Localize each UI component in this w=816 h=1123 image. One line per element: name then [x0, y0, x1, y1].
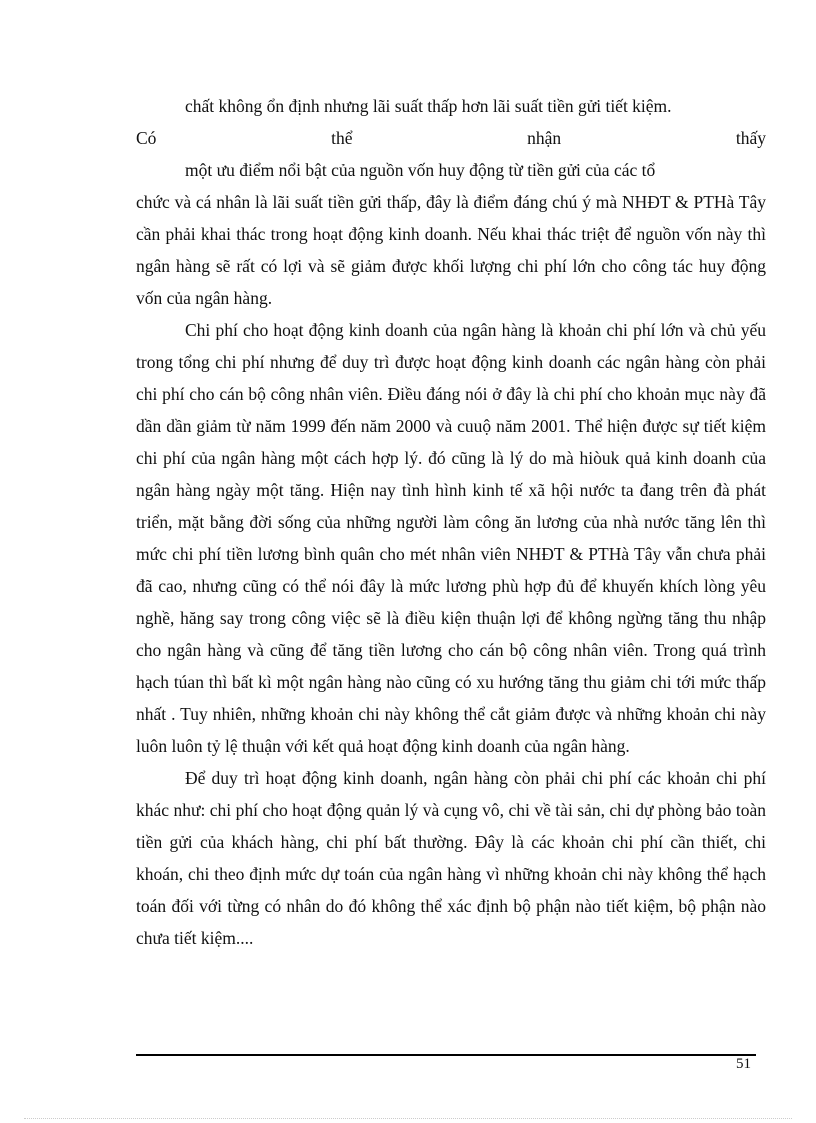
paragraph-1-continuation: một ưu điểm nổi bật của nguồn vốn huy động từ tiền gửi của các tổ — [185, 160, 656, 180]
word: Có — [136, 128, 157, 148]
paragraph-3: Để duy trì hoạt động kinh doanh, ngân hàng còn phải chi phí các khoản chi phí khác như: chi phí cho hoạt động quản lý và cụng vô, chi về tài sản, chi dự phòng bảo toàn tiền gửi của khách hàng, chi phí bất thường. Đây là các khoản chi phí cần thiết, chi khoán, chi theo định mức dự toán của ngân hàng vì những khoản chi này không thể hạch toán đối với từng có nhân do đó không thể xác định bộ phận nào tiết kiệm, bộ phận nào chưa tiết kiệm.... — [136, 768, 766, 948]
paragraph-1-rest: chức và cá nhân là lãi suất tiền gửi thấp, đây là điểm đáng chú ý mà NHĐT & PTHà Tây cần phải khai thác trong hoạt động kinh doanh. Nếu khai thác triệt để nguồn vốn này thì ngân hàng sẽ rất có lợi và sẽ giảm được khối lượng chi phí lớn cho công tác huy động vốn của ngân hàng. — [136, 192, 766, 308]
word: thấy — [735, 128, 766, 148]
page-number: 51 — [736, 1056, 751, 1072]
paragraph-1-first-line: chất không ổn định nhưng lãi suất thấp hơn lãi suất tiền gửi tiết kiệm. — [185, 96, 672, 116]
word: thể — [331, 128, 353, 148]
footer-rule — [136, 1054, 756, 1056]
body-text — [136, 90, 766, 954]
paragraph-1-justified-line — [136, 122, 766, 154]
page-edge-divider — [24, 1118, 792, 1119]
paragraph-2: Chi phí cho hoạt động kinh doanh của ngân hàng là khoản chi phí lớn và chủ yếu trong tổng chi phí nhưng để duy trì được hoạt động kinh doanh các ngân hàng còn phải chi phí cho cán bộ công nhân viên. Điều đáng nói ở đây là chi phí cho khoản mục này đã dần dần giảm từ năm 1999 đến năm 2000 và cuuộ năm 2001. Thể hiện được sự tiết kiệm chi phí của ngân hàng một cách hợp lý. đó cũng là lý do mà hiòuk quả kinh doanh của ngân hàng ngày một tăng. Hiện nay tình hình kinh tế xã hội nước ta đang trên đà phát triển, mặt bằng đời sống của những người làm công ăn lương của nhà nước tăng lên thì mức chi phí tiền lương bình quân cho mét nhân viên NHĐT & PTHà Tây vẫn chưa phải đã cao, nhưng cũng có thể nói đây là mức lương phù hợp đủ để khuyến khích lòng yêu nghề, hăng say trong công việc sẽ là điều kiện thuận lợi để không ngừng tăng thu nhập cho ngân hàng và cũng để tăng tiền lương cho cán bộ công nhân viên. Trong quá trình hạch túan thì bất kì một ngân hàng nào cũng có xu hướng tăng thu giảm chi tới mức thấp nhất . Tuy nhiên, những khoản chi này không thể cắt giảm được và những khoản chi này luôn luôn tỷ lệ thuận với kết quả hoạt động kinh doanh của ngân hàng. — [136, 320, 766, 756]
word: nhận — [527, 128, 562, 148]
